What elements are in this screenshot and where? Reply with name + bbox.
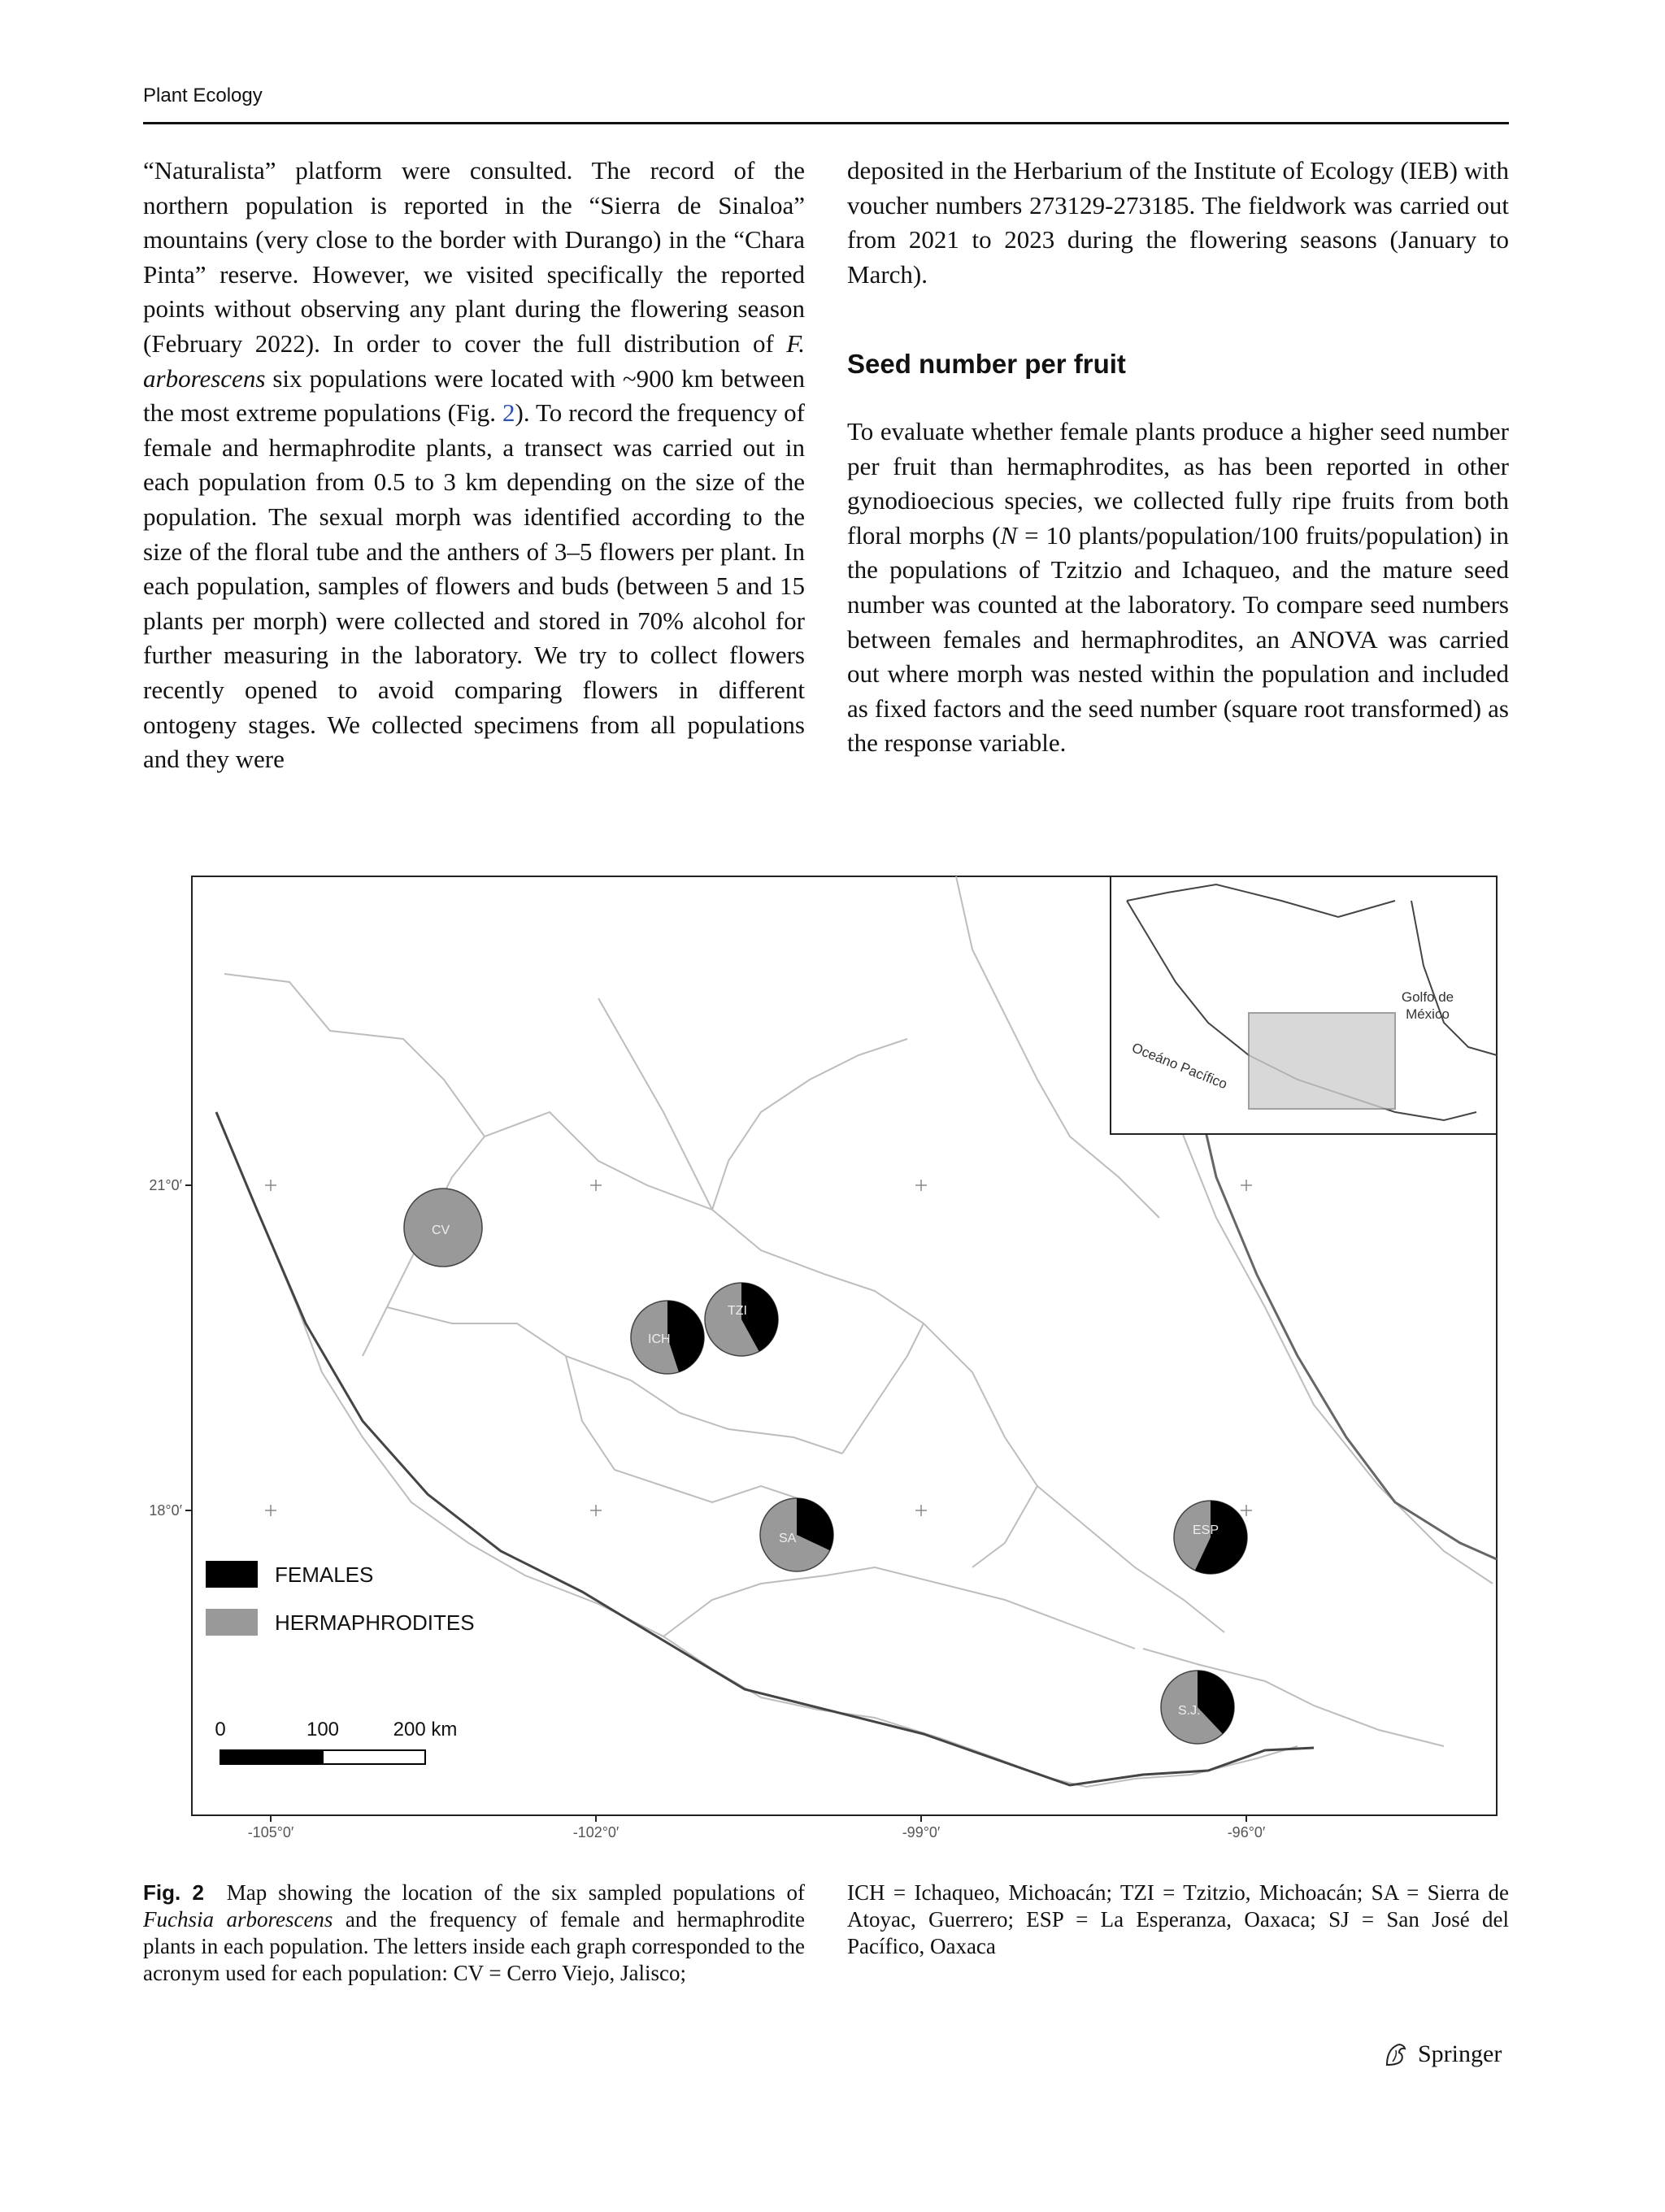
scale-segment-white	[323, 1750, 425, 1764]
header-rule	[143, 122, 1509, 124]
scale-label-0: 0	[215, 1719, 226, 1740]
lon-label-96: -96°0′	[1227, 1824, 1266, 1840]
map-figure	[143, 868, 1509, 1844]
caption-label: Fig. 2	[143, 1880, 205, 1905]
section-heading: Seed number per fruit	[847, 349, 1126, 380]
pie-tzi	[705, 1283, 778, 1356]
species-name: F. arborescens	[143, 328, 805, 393]
pie-label: S.J.	[1178, 1704, 1201, 1718]
publisher-name: Springer	[1418, 2040, 1502, 2067]
lon-label-102: -102°0′	[572, 1824, 619, 1840]
left-column	[143, 154, 805, 777]
lat-label-21: 21°0′	[149, 1177, 182, 1193]
inset-gulf-label-2: México	[1406, 1006, 1450, 1022]
caption-species: Fuchsia arborescens	[143, 1907, 333, 1932]
pie-label: ESP	[1193, 1523, 1219, 1537]
pie-label: TZI	[728, 1304, 747, 1318]
pie-label: CV	[432, 1223, 450, 1237]
body-paragraph: “Naturalista” platform were consulted. The record of the northern population is reported in the “Sierra de Sinaloa” mountains (very close to the border with Durango) in the “Chara Pinta” reserve. However, we visited specifically the reported points without observing any plant during the flowering season (February 2022). In order to cover the full distribution of F. arborescens six populations were located with ~900 km between the most extreme populations (Fig. 2). To record the frequency of female and hermaphrodite plants, a transect was carried out in each population from 0.5 to 3 km depending on the size of the population. The sexual morph was identified according to the size of the floral tube and the anthers of 3–5 flowers per plant. In each population, samples of flowers and buds (between 5 and 15 plants per morph) were collected and stored in 70% alcohol for further measuring in the laboratory. We try to collect flowers recently opened to avoid comparing flowers in different ontogeny stages. We collected specimens from all populations and they were	[143, 156, 805, 774]
legend-swatch-hermaphrodites	[206, 1609, 258, 1636]
pie-sj	[1161, 1671, 1234, 1744]
pie-label: ICH	[648, 1332, 671, 1346]
figure-caption-continued: ICH = Ichaqueo, Michoacán; TZI = Tzitzio, Michoacán; SA = Sierra de Atoyac, Guerrero; ESP = La Esperanza, Oaxaca; SJ = San José del Pacífico, Oaxaca	[847, 1880, 1509, 1958]
lon-label-99: -99°0′	[902, 1824, 941, 1840]
springer-horse-icon	[1382, 2040, 1410, 2068]
scale-label-100: 100	[306, 1719, 340, 1740]
right-column	[847, 154, 1509, 761]
scale-label-200: 200 km	[393, 1719, 458, 1740]
lon-label-105: -105°0′	[247, 1824, 294, 1840]
figure-caption: Fig. 2 Map showing the location of the six sampled populations of Fuchsia arborescens and the frequency of female and hermaphrodite plants in each population. The letters inside each graph corresponded to the acronym used for each population: CV = Cerro Viejo, Jalisco;	[143, 1880, 805, 1985]
running-head: Plant Ecology	[143, 85, 263, 106]
inset-ocean-label: Oceáno Pacífico	[1129, 1040, 1230, 1093]
lat-label-18: 18°0′	[149, 1502, 182, 1519]
pie-cv	[404, 1189, 482, 1267]
pie-ich	[631, 1301, 704, 1374]
inset-gulf-label-1: Golfo de	[1401, 989, 1454, 1005]
figure-link[interactable]: 2	[502, 398, 515, 428]
legend-swatch-females	[206, 1561, 258, 1588]
scale-segment-black	[220, 1750, 323, 1764]
pie-sa	[760, 1498, 833, 1571]
pie-esp	[1174, 1501, 1247, 1574]
legend-label-hermaphrodites: HERMAPHRODITES	[275, 1610, 475, 1635]
inset-highlight	[1249, 1013, 1395, 1109]
legend-label-females: FEMALES	[275, 1562, 374, 1587]
body-paragraph: deposited in the Herbarium of the Institute of Ecology (IEB) with voucher numbers 273129-273185. The fieldwork was carried out from 2021 to 2023 during the flowering seasons (January to March).	[847, 156, 1509, 289]
publisher-logo	[1382, 2040, 1502, 2068]
body-paragraph: To evaluate whether female plants produce a higher seed number per fruit than hermaphrodites, as has been reported in other gynodioecious species, we collected fully ripe fruits from both floral morphs (N = 10 plants/population/100 fruits/population) in the populations of Tzitzio and Ichaqueo, and the mature seed number was counted at the laboratory. To compare seed numbers between females and hermaphrodites, an ANOVA was carried out where morph was nested within the population and included as fixed factors and the seed number (square root transformed) as the response variable.	[847, 416, 1509, 758]
pie-label: SA	[779, 1532, 797, 1545]
inset-map	[1111, 876, 1497, 1134]
